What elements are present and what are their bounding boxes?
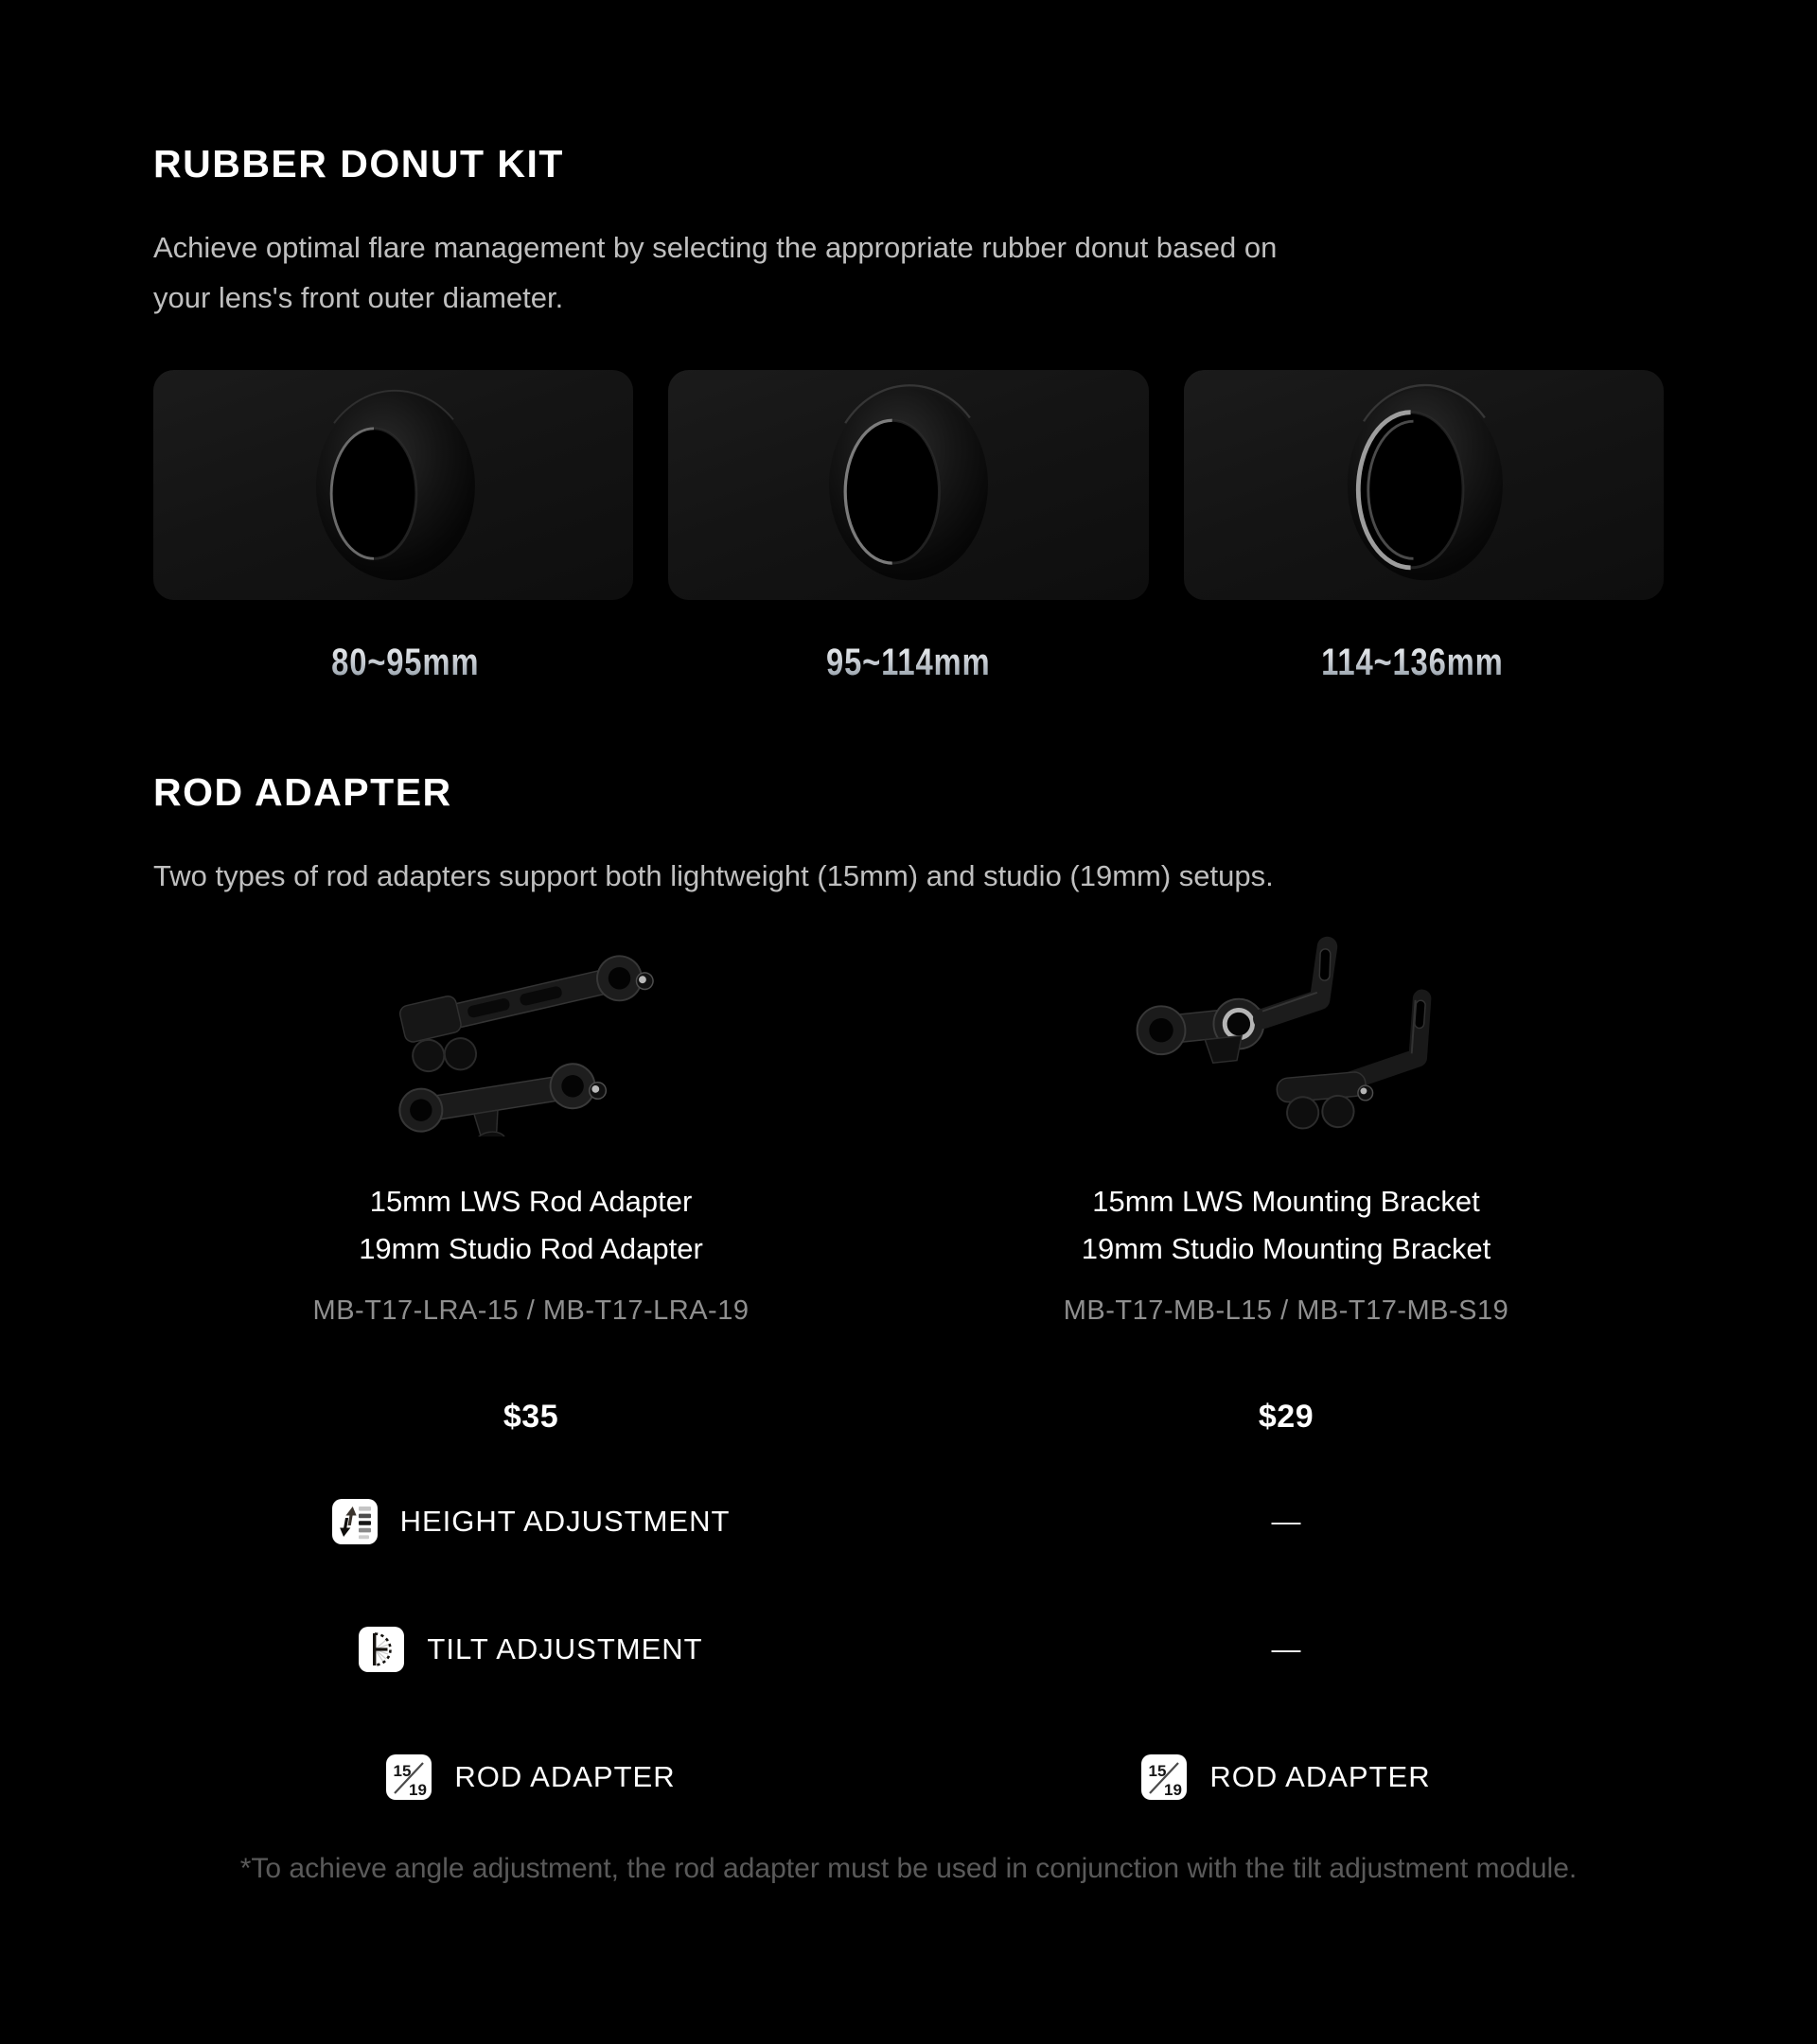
not-available-dash: — [1271, 1505, 1301, 1538]
product-mounting-bracket [908, 933, 1664, 1436]
height-adjustment-icon [332, 1499, 378, 1544]
rod-adapter-products [153, 933, 1664, 1436]
product-image-mounting-bracket [908, 933, 1664, 1137]
feature-label: HEIGHT ADJUSTMENT [399, 1505, 731, 1538]
description-line: your lens's front outer diameter. [153, 281, 564, 314]
rubber-donut-cards [153, 370, 1664, 600]
svg-text:19: 19 [409, 1781, 428, 1799]
feature-cell-left [153, 1754, 908, 1800]
svg-text:19: 19 [1164, 1781, 1183, 1799]
feature-label: ROD ADAPTER [1209, 1760, 1431, 1793]
rubber-donut-card [1184, 370, 1664, 600]
product-image-rod-adapter [153, 933, 908, 1137]
svg-text:15: 15 [1148, 1762, 1167, 1780]
rubber-donut-card [668, 370, 1148, 600]
footnote: *To achieve angle adjustment, the rod adapter must be used in conjunction with the tilt adjustment module. [239, 1853, 1578, 1884]
feature-comparison [153, 1499, 1664, 1800]
product-name-line: 19mm Studio Rod Adapter [359, 1232, 703, 1265]
rod-adapter-description: Two types of rod adapters support both lightweight (15mm) and studio (19mm) setups. [153, 859, 1274, 892]
product-rod-adapter [153, 933, 908, 1436]
feature-cell-right [908, 1499, 1664, 1544]
rubber-donut-image-80-95 [294, 378, 493, 593]
svg-text:15: 15 [393, 1762, 412, 1780]
section-title-rod-adapter: ROD ADAPTER [153, 770, 452, 814]
rubber-donut-image-114-136 [1324, 378, 1523, 593]
feature-cell-left [153, 1499, 908, 1544]
product-model: MB-T17-LRA-15 / MB-T17-LRA-19 [312, 1295, 750, 1326]
section-title-rubber-donut-kit: RUBBER DONUT KIT [153, 142, 564, 185]
size-label-2: 95~114mm [826, 642, 991, 683]
product-price: $29 [1258, 1399, 1314, 1435]
product-name-line: 19mm Studio Mounting Bracket [1081, 1232, 1491, 1265]
size-label-3: 114~136mm [1320, 642, 1504, 683]
product-name-line: 15mm LWS Mounting Bracket [1092, 1185, 1480, 1218]
rod-15-19-icon [386, 1754, 432, 1800]
rod-15-19-icon [1141, 1754, 1187, 1800]
description-line: Achieve optimal flare management by selecting the appropriate rubber donut based on [153, 231, 1278, 264]
rubber-donut-size-labels [153, 640, 1664, 685]
feature-cell-left [153, 1627, 908, 1672]
product-model: MB-T17-MB-L15 / MB-T17-MB-S19 [1063, 1295, 1509, 1326]
product-name [908, 1178, 1664, 1273]
feature-row-height-adjustment [153, 1499, 1664, 1544]
feature-row-tilt-adjustment [153, 1627, 1664, 1672]
product-price: $35 [503, 1399, 559, 1435]
not-available-dash: — [1271, 1632, 1301, 1665]
size-label-1: 80~95mm [330, 642, 480, 683]
rubber-donut-image-95-114 [809, 378, 1008, 593]
mounting-bracket-photo [1083, 933, 1490, 1137]
product-name-line: 15mm LWS Rod Adapter [369, 1185, 693, 1218]
feature-row-rod-adapter [153, 1754, 1664, 1800]
rubber-donut-card [153, 370, 633, 600]
tilt-adjustment-icon [359, 1627, 404, 1672]
product-name [153, 1178, 908, 1273]
rubber-donut-description [153, 222, 1664, 323]
feature-label: TILT ADJUSTMENT [427, 1632, 703, 1665]
rod-adapter-photo [327, 933, 734, 1137]
feature-cell-right [908, 1754, 1664, 1800]
feature-label: ROD ADAPTER [454, 1760, 676, 1793]
feature-cell-right [908, 1627, 1664, 1672]
